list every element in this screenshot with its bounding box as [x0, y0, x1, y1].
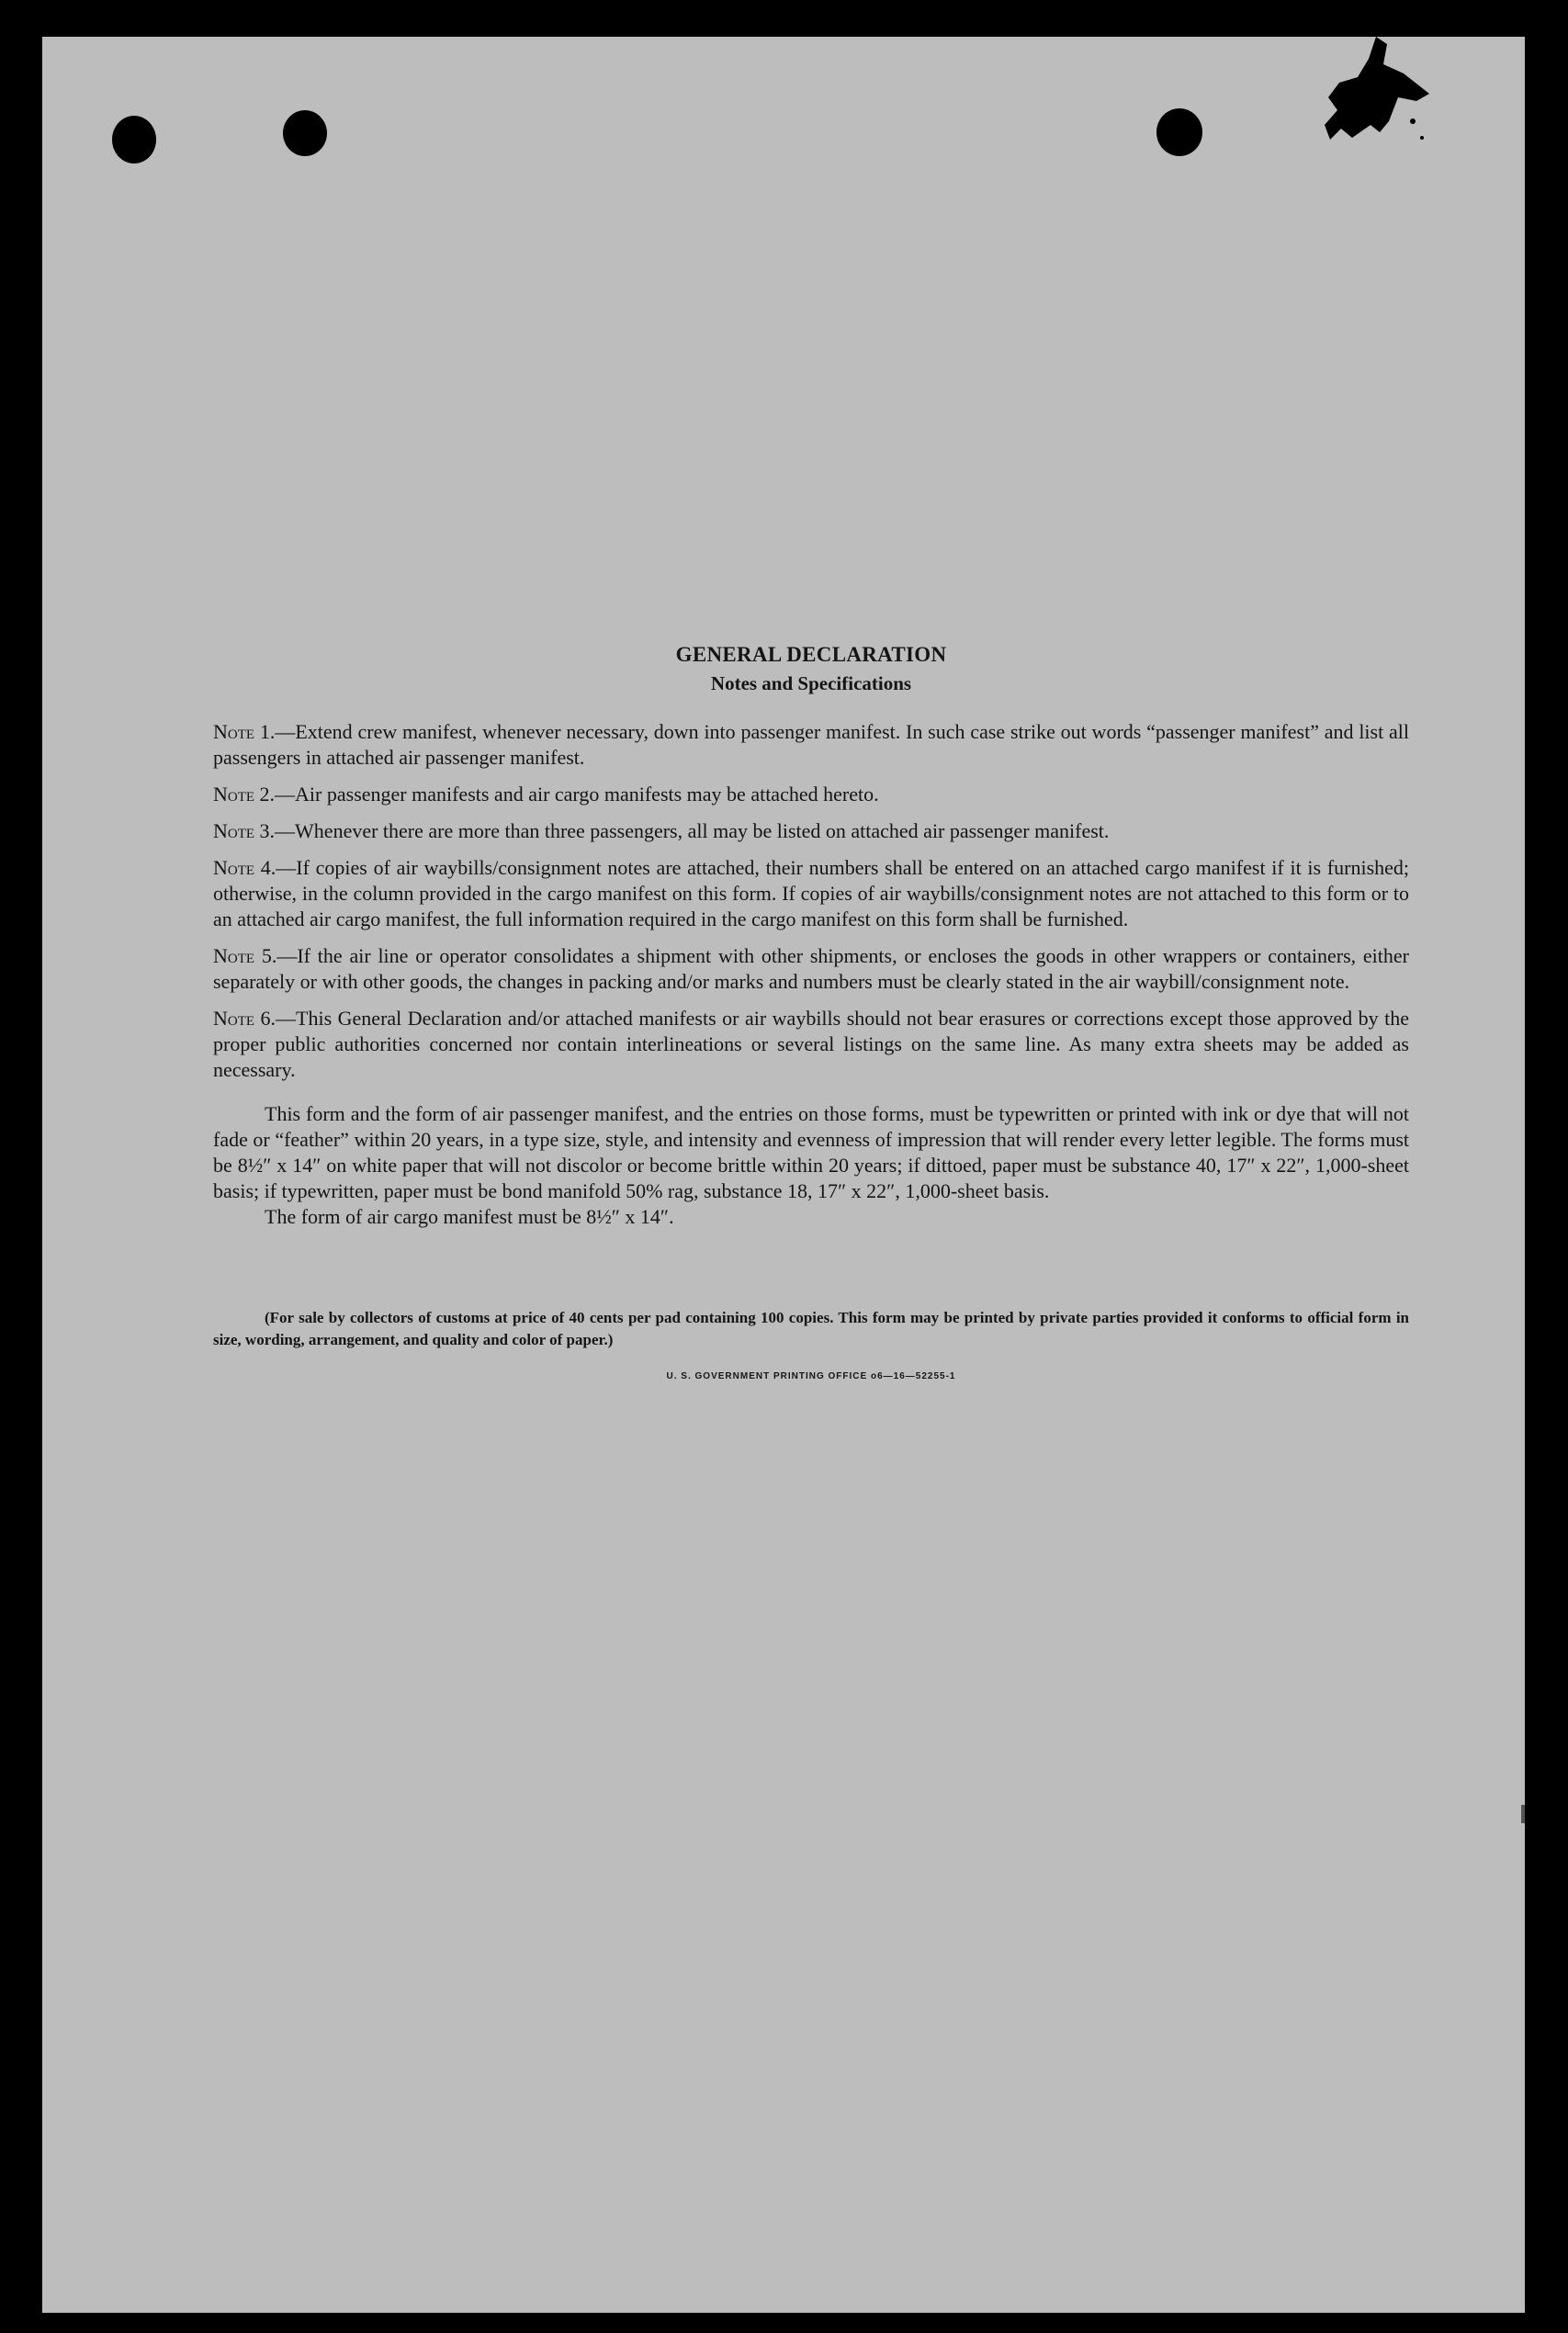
ink-blot — [1321, 37, 1431, 156]
note-1-label: Note 1. — [213, 720, 276, 743]
note-6-label: Note 6. — [213, 1007, 276, 1030]
page-title: GENERAL DECLARATION — [675, 643, 947, 666]
note-6: Note 6.—This General Declaration and/or attached manifests or air waybills should not bear erasures or corrections except those approved by the proper public authorities concerned nor contain interlineations or several listings on the same line. As many extra sheets may be added as necessary. — [213, 1007, 1409, 1081]
note-1-text: Extend crew manifest, whenever necessary, down into passenger manifest. In such case strike out words “passenger manifest” and list all passengers in attached air passenger manifest. — [213, 720, 1410, 769]
punch-hole-right — [1156, 108, 1202, 156]
note-5: Note 5.—If the air line or operator consolidates a shipment with other shipments, or encloses the goods in other wrappers or containers, either separately or with other goods, the changes in packing and/or marks and numbers must be clearly stated in the air waybill/consignment note. — [213, 944, 1410, 993]
form-requirements-paragraph: This form and the form of air passenger manifest, and the entries on those forms, must be typewritten or printed with ink or dye that will not fade or “feather” within 20 years, in a type size, style, and intensity and evenness of impression that will render every letter legible. The forms must be 8½″ x 14″ on white paper that will not discolor or become brittle within 20 years; if dittoed, paper must be substance 40, 17″ x 22″, 1,000-sheet basis; if typewritten, paper must be bond manifold 50% rag, substance 18, 17″ x 22″, 1,000-sheet basis. — [213, 1102, 1409, 1202]
sale-notice: (For sale by collectors of customs at price of 40 cents per pad containing 100 copies. This form may be printed by private parties provided it conforms to official form in size, wording, arrangement, and quality and color of paper.) — [213, 1309, 1409, 1348]
punch-hole-left — [112, 116, 156, 163]
note-3-label: Note 3. — [213, 819, 276, 842]
punch-hole-center — [283, 110, 327, 156]
note-1: Note 1.—Extend crew manifest, whenever necessary, down into passenger manifest. In such case strike out words “passenger manifest” and list all passengers in attached air passenger manifest. — [213, 720, 1410, 769]
note-2-label: Note 2. — [213, 783, 276, 806]
notes-content — [213, 643, 1409, 1381]
document-page — [42, 37, 1525, 2313]
cargo-manifest-paragraph: The form of air cargo manifest must be 8½″ x 14″. — [265, 1205, 674, 1228]
note-6-text: This General Declaration and/or attached manifests or air waybills should not bear erasures or corrections except those approved by the proper public authorities concerned nor contain interlineations or several listings on the same line. As many extra sheets may be added as necessary. — [213, 1007, 1409, 1081]
note-5-text: If the air line or operator consolidates a shipment with other shipments, or encloses the goods in other wrappers or containers, either separately or with other goods, the changes in packing and/or marks and numbers must be clearly stated in the air waybill/consignment note. — [213, 944, 1410, 993]
note-3-text: Whenever there are more than three passengers, all may be listed on attached air passenger manifest. — [295, 819, 1110, 842]
note-4-label: Note 4. — [213, 856, 276, 879]
note-4: Note 4.—If copies of air waybills/consignment notes are attached, their numbers shall be entered on an attached cargo manifest if it is furnished; otherwise, in the column provided in the cargo manifest on this form. If copies of air waybills/consignment notes are not attached to this form or to an attached air cargo manifest, the full information required in the cargo manifest on this form shall be furnished. — [213, 856, 1410, 930]
note-5-label: Note 5. — [213, 944, 277, 967]
note-2: Note 2.—Air passenger manifests and air cargo manifests may be attached hereto. — [213, 783, 879, 806]
printer-line: U. S. GOVERNMENT PRINTING OFFICE o6—16—52255-1 — [666, 1371, 956, 1381]
note-4-text: If copies of air waybills/consignment notes are attached, their numbers shall be entered on an attached cargo manifest if it is furnished; otherwise, in the column provided in the cargo manifest on this form. If copies of air waybills/consignment notes are not attached to this form or to an attached air cargo manifest, the full information required in the cargo manifest on this form shall be furnished. — [213, 856, 1410, 930]
page-subtitle: Notes and Specifications — [710, 672, 912, 694]
note-2-text: Air passenger manifests and air cargo manifests may be attached hereto. — [295, 783, 879, 806]
edge-mark — [1521, 1805, 1525, 1823]
note-3: Note 3.—Whenever there are more than three passengers, all may be listed on attached air passenger manifest. — [213, 819, 1110, 842]
